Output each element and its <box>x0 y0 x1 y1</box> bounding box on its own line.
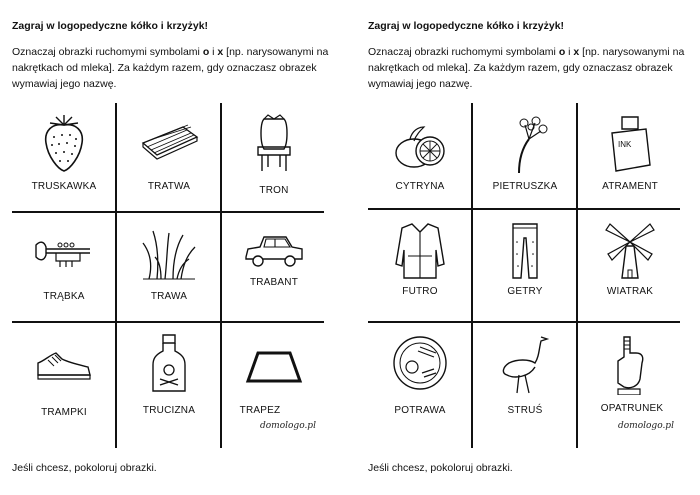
grid-cell-strus[interactable] <box>473 323 577 436</box>
cell-label: TRUCIZNA <box>142 405 196 416</box>
cell-label: STRUŚ <box>507 405 543 416</box>
lemon-icon <box>390 113 450 175</box>
instructions-text-start: Oznaczaj obrazki ruchomymi symbolami <box>368 46 559 58</box>
instructions-conjunction: i <box>209 46 218 58</box>
strawberry-icon <box>34 113 94 175</box>
symbol-o: o <box>202 46 210 58</box>
symbol-o: o <box>558 46 566 58</box>
symbol-x: x <box>217 46 224 58</box>
leggings-icon <box>495 220 555 282</box>
grid-cell-trapez[interactable] <box>222 323 326 436</box>
throne-icon <box>244 113 304 175</box>
instructions <box>368 44 698 92</box>
grid-cell-pietruszka[interactable] <box>473 103 577 216</box>
worksheet-left <box>12 0 342 495</box>
instructions-text-start: Oznaczaj obrazki ruchomymi symbolami <box>12 46 203 58</box>
cell-label: OPATRUNEK <box>600 403 664 414</box>
instructions <box>12 44 342 92</box>
watermark: domologo.pl <box>618 421 674 431</box>
instructions-text-end: [np. narysowanymi na nakrętkach od mleka]. Za każdym razem, gdy oznaczasz obrazek wymawiaj jego nazwę. <box>368 46 685 90</box>
worksheet-title: Zagraj w logopedyczne kółko i krzyżyk! <box>368 20 565 32</box>
grid-cell-getry[interactable] <box>473 210 577 323</box>
watermark: domologo.pl <box>260 421 316 431</box>
cell-label: TRATWA <box>147 181 191 192</box>
grid-cell-potrawa[interactable] <box>368 323 472 436</box>
ostrich-icon <box>495 333 555 395</box>
cell-label: WIATRAK <box>606 286 654 297</box>
grid-cell-cytryna[interactable] <box>368 103 472 216</box>
cell-label: ATRAMENT <box>602 181 658 192</box>
parsley-icon <box>495 113 555 175</box>
dish-icon <box>390 333 450 395</box>
poison-bottle-icon <box>139 333 199 395</box>
cell-label: TRON <box>259 185 289 196</box>
grid-cell-trabka[interactable] <box>12 213 116 326</box>
grid-cell-opatrunek[interactable] <box>578 323 682 436</box>
grid-cell-truskawka[interactable] <box>12 103 116 216</box>
worksheet-right <box>368 0 698 495</box>
fur-coat-icon <box>390 220 450 282</box>
car-icon <box>244 223 304 285</box>
cell-label: TRĄBKA <box>43 291 85 302</box>
footer-note: Jeśli chcesz, pokoloruj obrazki. <box>12 462 157 474</box>
cell-label: POTRAWA <box>394 405 446 416</box>
ink-bottle-icon <box>600 113 660 175</box>
cell-label: TRAMPKI <box>41 407 87 418</box>
tic-tac-toe-grid <box>12 103 324 448</box>
cell-label: TRUSKAWKA <box>31 181 97 192</box>
cell-label: TRAPEZ <box>239 405 281 416</box>
trapezoid-icon <box>244 333 304 395</box>
grid-cell-atrament[interactable] <box>578 103 682 216</box>
cell-label: GETRY <box>507 286 543 297</box>
windmill-icon <box>600 220 660 282</box>
svg-text:INK: INK <box>618 140 632 149</box>
grid-cell-tron[interactable] <box>222 103 326 216</box>
grid-cell-trucizna[interactable] <box>117 323 221 436</box>
grid-cell-trabant[interactable] <box>222 213 326 326</box>
sneakers-icon <box>34 333 94 395</box>
bandaged-hand-icon <box>600 333 660 395</box>
cell-label: PIETRUSZKA <box>492 181 558 192</box>
grass-icon <box>139 223 199 285</box>
trumpet-icon <box>34 223 94 285</box>
raft-icon <box>139 113 199 175</box>
grid-cell-trawa[interactable] <box>117 213 221 326</box>
grid-cell-trampki[interactable] <box>12 323 116 436</box>
cell-label: CYTRYNA <box>395 181 445 192</box>
cell-label: TRAWA <box>150 291 188 302</box>
grid-cell-wiatrak[interactable] <box>578 210 682 323</box>
worksheet-title: Zagraj w logopedyczne kółko i krzyżyk! <box>12 20 209 32</box>
cell-label: FUTRO <box>402 286 438 297</box>
instructions-text-end: [np. narysowanymi na nakrętkach od mleka]. Za każdym razem, gdy oznaczasz obrazek wymawiaj jego nazwę. <box>12 46 329 90</box>
grid-cell-tratwa[interactable] <box>117 103 221 216</box>
instructions-conjunction: i <box>565 46 574 58</box>
cell-label: TRABANT <box>249 277 299 288</box>
footer-note: Jeśli chcesz, pokoloruj obrazki. <box>368 462 513 474</box>
grid-cell-futro[interactable] <box>368 210 472 323</box>
symbol-x: x <box>573 46 580 58</box>
tic-tac-toe-grid <box>368 103 680 448</box>
